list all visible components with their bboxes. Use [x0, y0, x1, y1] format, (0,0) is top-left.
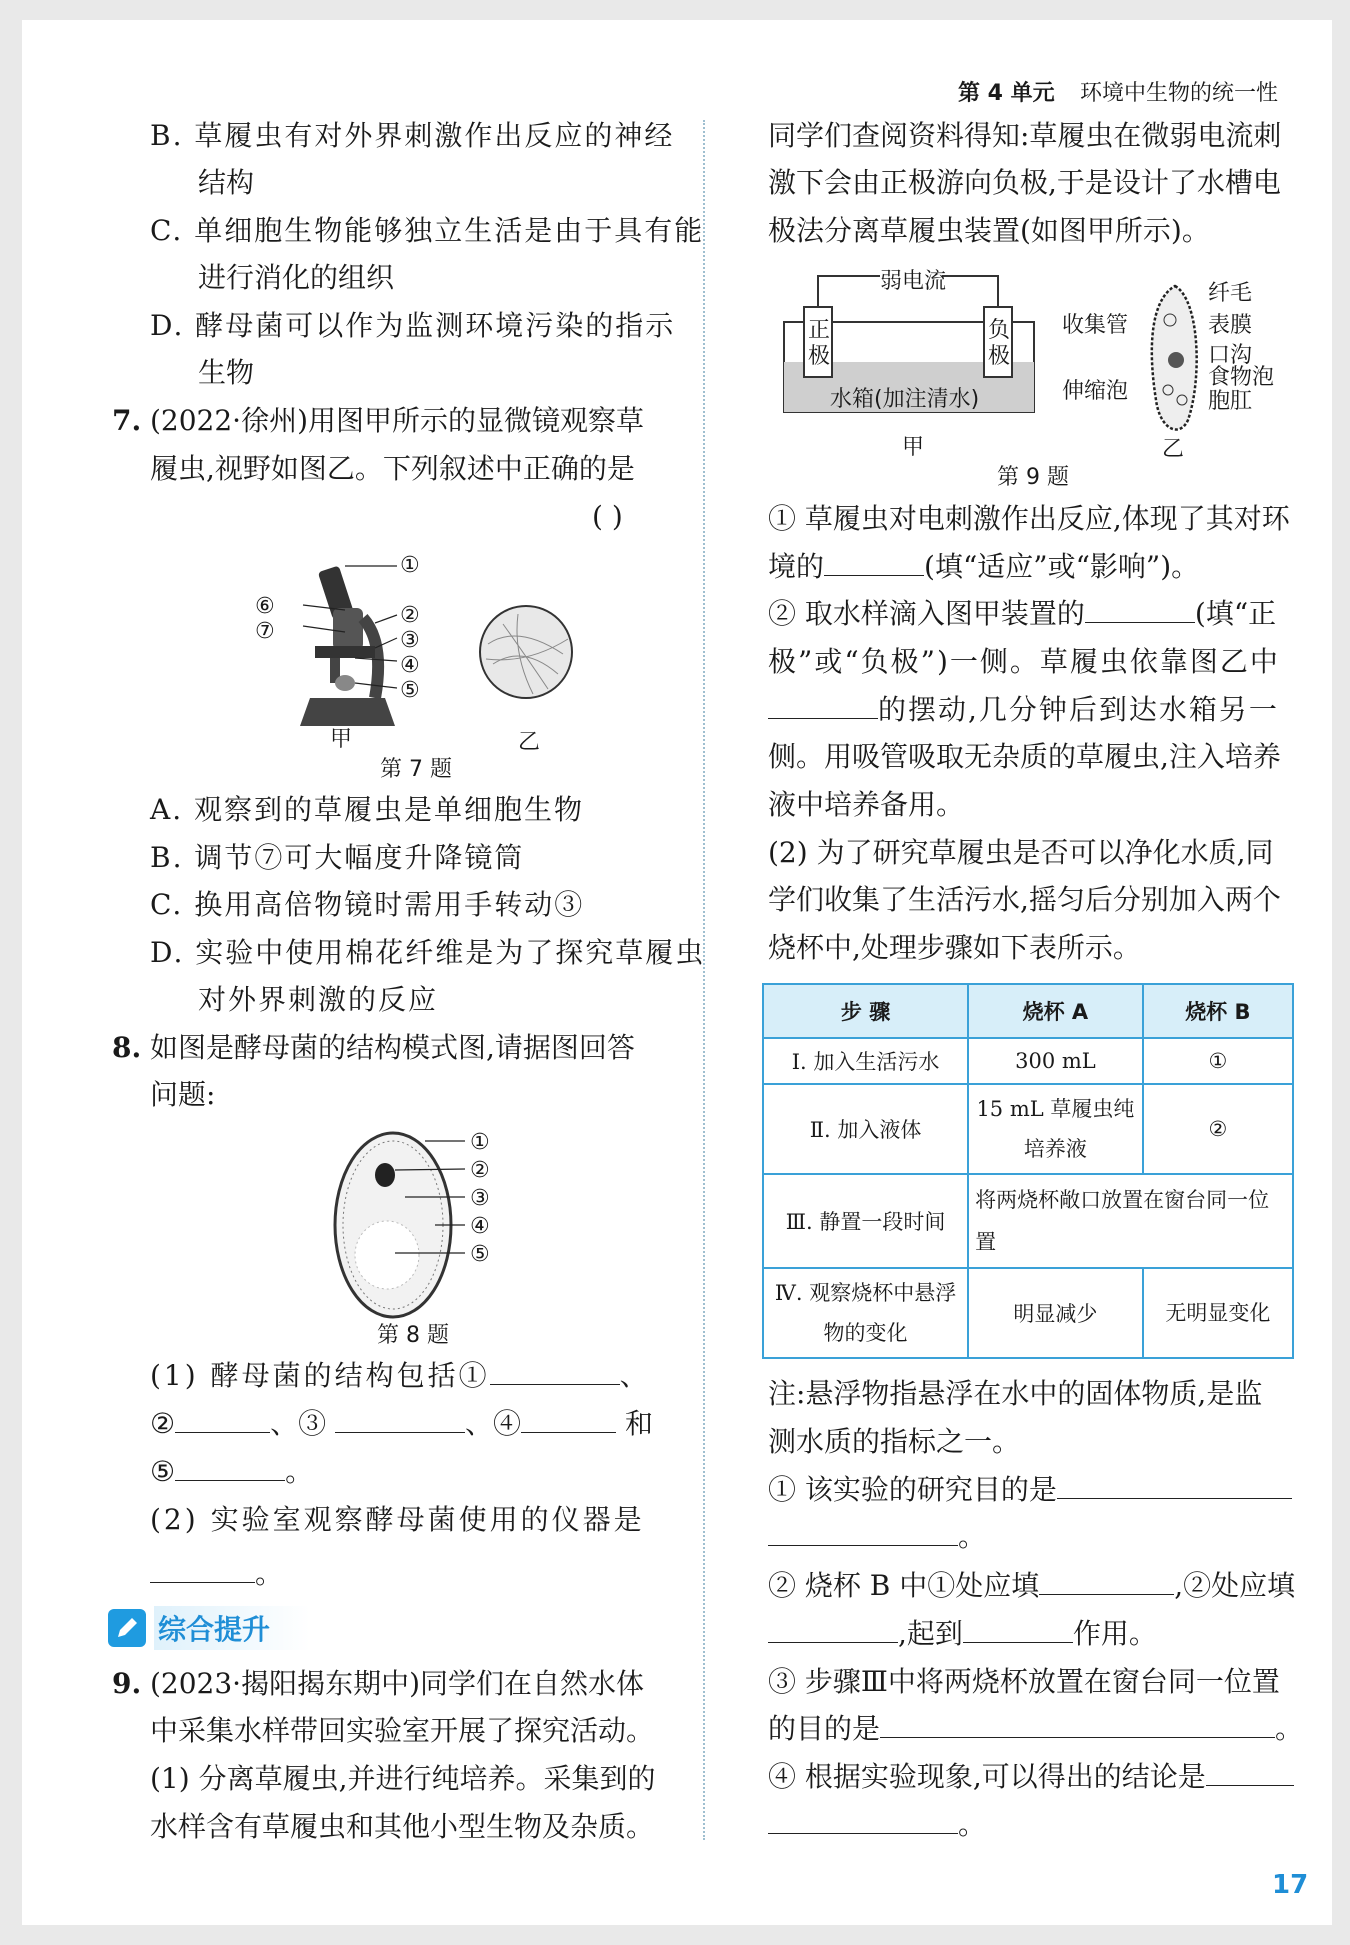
q9-a4-line1: [768, 1753, 1294, 1800]
text: (填“适应”或“影响”)。: [924, 550, 1200, 583]
text: ② 烧杯 B 中①处应填: [768, 1569, 1040, 1602]
table-cell: Ⅲ. 静置一段时间: [763, 1174, 968, 1268]
fig9-current: 弱电流: [880, 269, 947, 294]
q9-a4-line2: [768, 1801, 986, 1848]
microscope-view-figure: [478, 604, 574, 700]
q9-s2-line2: 极”或“负极”)一侧。草履虫依靠图乙中: [768, 645, 1280, 678]
q9-stem-1: (2023·揭阳揭东期中)同学们在自然水体: [150, 1667, 645, 1700]
q7-option-a: A. 观察到的草履虫是单细胞生物: [150, 793, 585, 826]
fig9-tank: 水箱(加注清水): [830, 387, 980, 412]
q9-s1-line2: [768, 543, 1199, 590]
q9-s1-line1: ① 草履虫对电刺激作出反应,体现了其对环: [768, 502, 1290, 535]
q9-a3-line1: ③ 步骤Ⅲ中将两烧杯放置在窗台同一位置: [768, 1665, 1280, 1698]
experiment-table: [762, 983, 1294, 1359]
text: 境的: [768, 550, 825, 583]
fig7-label-5: ⑤: [400, 678, 420, 703]
unit-label: 第 4 单元: [958, 81, 1055, 106]
period: 。: [255, 1557, 284, 1590]
fig7-caption: 第 7 题: [380, 757, 452, 782]
period: 。: [285, 1455, 314, 1488]
column-divider: [703, 120, 705, 1840]
page-number: 17: [1272, 1870, 1309, 1900]
q9-stem-4: 水样含有草履虫和其他小型生物及杂质。: [150, 1810, 655, 1843]
text: 的摆动,几分钟后到达水箱另一: [878, 693, 1279, 726]
table-cell: 将两烧杯敞口放置在窗台同一位置: [968, 1174, 1293, 1268]
q9-intro-2: 激下会由正极游向负极,于是设计了水槽电: [768, 166, 1281, 199]
and-text: 和: [624, 1407, 653, 1440]
fig9-collect: 收集管: [1062, 313, 1129, 338]
q7-stem-1: (2022·徐州)用图甲所示的显微镜观察草: [150, 404, 645, 437]
answer-blank[interactable]: [175, 1402, 270, 1433]
q6-option-d: D. 酵母菌可以作为监测环境污染的指示: [150, 309, 676, 342]
unit-title: 环境中生物的统一性: [1080, 81, 1279, 106]
q8-part1-line1: [150, 1352, 651, 1399]
q9-a1-line2: [768, 1513, 986, 1560]
table-cell: 明显减少: [968, 1268, 1143, 1358]
q9-a2-line2: [768, 1610, 1157, 1657]
fig8-label-4: ④: [470, 1214, 490, 1239]
note-line2: 测水质的指标之一。: [768, 1425, 1021, 1458]
q6-option-d-cont: 生物: [198, 356, 255, 389]
fig7-yi: 乙: [518, 730, 541, 755]
q9-a1-line1: [768, 1466, 1292, 1513]
q9-stem-2: 中采集水样带回实验室开展了探究活动。: [150, 1714, 655, 1747]
q6-option-b: B. 草履虫有对外界刺激作出反应的神经: [150, 119, 675, 152]
label-5: ⑤: [150, 1455, 176, 1488]
fig8-caption: 第 8 题: [377, 1323, 449, 1348]
answer-blank[interactable]: [768, 1515, 958, 1546]
q7-option-c: C. 换用高倍物镜时需用手转动③: [150, 888, 585, 921]
fig9-yi: 乙: [1162, 437, 1185, 462]
q7-option-d-cont: 对外界刺激的反应: [198, 983, 439, 1016]
text: 的目的是: [768, 1712, 881, 1745]
table-cell: 15 mL 草履虫纯培养液: [968, 1084, 1143, 1174]
period: 。: [958, 1520, 987, 1553]
section-heading: [108, 1604, 310, 1652]
fig9-negative: 负极: [988, 318, 1011, 369]
table-cell: Ⅱ. 加入液体: [763, 1084, 968, 1174]
answer-blank[interactable]: [824, 545, 924, 576]
text: ④ 根据实验现象,可以得出的结论是: [768, 1760, 1206, 1793]
q9-a2-line1: [768, 1562, 1295, 1609]
table-cell: Ⅳ. 观察烧杯中悬浮物的变化: [763, 1268, 968, 1358]
fig8-label-3: ③: [470, 1186, 490, 1211]
text: (填“正: [1194, 597, 1277, 630]
fig7-label-6: ⑥: [255, 594, 275, 619]
q7-answer-paren: ( ): [592, 500, 623, 533]
q8-part1-line3: [150, 1448, 313, 1495]
q7-stem-2: 履虫,视野如图乙。下列叙述中正确的是: [150, 452, 635, 485]
answer-blank[interactable]: [175, 1450, 285, 1481]
fig9-jia: 甲: [902, 435, 925, 460]
q6-option-b-cont: 结构: [198, 166, 255, 199]
q9-s2-line3: [768, 686, 1279, 733]
answer-blank[interactable]: [768, 1612, 898, 1643]
q8-part1-line2: [150, 1400, 653, 1447]
answer-blank[interactable]: [768, 688, 878, 719]
section-title-text: 综合提升: [154, 1606, 310, 1650]
q8-stem-1: 如图是酵母菌的结构模式图,请据图回答: [150, 1031, 635, 1064]
q9-intro-3: 极法分离草履虫装置(如图甲所示)。: [768, 214, 1210, 247]
q7-option-b: B. 调节⑦可大幅度升降镜筒: [150, 841, 525, 874]
q6-option-c-cont: 进行消化的组织: [198, 261, 395, 294]
fig9-label-membrane: 表膜: [1208, 313, 1253, 338]
q8-part2-answer: [150, 1550, 283, 1597]
q9-p2-line1: (2) 为了研究草履虫是否可以净化水质,同: [768, 836, 1274, 869]
table-cell: ②: [1143, 1084, 1293, 1174]
fig7-label-2: ②: [400, 603, 420, 628]
q7-option-d: D. 实验中使用棉花纤维是为了探究草履虫: [150, 936, 706, 969]
table-cell: Ⅰ. 加入生活污水: [763, 1038, 968, 1084]
paramecium-figure: [1140, 280, 1210, 440]
label-4: 、④: [465, 1407, 522, 1440]
q7-number: 7.: [112, 404, 142, 437]
table-header: 步 骤: [763, 984, 968, 1038]
fig9-label-vacuole: 食物泡: [1208, 365, 1275, 390]
fig9-shrink: 伸缩泡: [1062, 379, 1129, 404]
q9-stem-3: (1) 分离草履虫,并进行纯培养。采集到的: [150, 1762, 656, 1795]
q9-p2-line3: 烧杯中,处理步骤如下表所示。: [768, 931, 1141, 964]
text: ② 取水样滴入图甲装置的: [768, 597, 1085, 630]
table-cell: ①: [1143, 1038, 1293, 1084]
answer-blank[interactable]: [1039, 1564, 1174, 1595]
table-cell: 300 mL: [968, 1038, 1143, 1084]
fig7-label-4: ④: [400, 653, 420, 678]
answer-blank[interactable]: [768, 1803, 958, 1834]
text: 作用。: [1072, 1617, 1157, 1650]
q9-intro-1: 同学们查阅资料得知:草履虫在微弱电流刺: [768, 119, 1282, 152]
answer-blank[interactable]: [490, 1354, 620, 1385]
period: 。: [958, 1808, 987, 1841]
separator: 、: [619, 1359, 651, 1392]
fig9-positive: 正极: [808, 318, 831, 369]
fig9-label-cilia: 纤毛: [1208, 281, 1253, 306]
answer-blank[interactable]: [335, 1402, 465, 1433]
q9-s2-line1: [768, 590, 1276, 637]
q9-number: 9.: [112, 1667, 142, 1700]
text: ,②处应填: [1174, 1569, 1296, 1602]
table-cell: 无明显变化: [1143, 1268, 1293, 1358]
label-3: 、③: [270, 1407, 327, 1440]
fig9-caption: 第 9 题: [997, 465, 1069, 490]
q8-part1-prefix: (1) 酵母菌的结构包括①: [150, 1359, 490, 1392]
q9-a3-line2: [768, 1705, 1303, 1752]
answer-blank[interactable]: [521, 1402, 616, 1433]
q8-number: 8.: [112, 1031, 142, 1064]
note-line1: 注:悬浮物指悬浮在水中的固体物质,是监: [768, 1377, 1263, 1410]
answer-blank[interactable]: [880, 1707, 1275, 1738]
label-2: ②: [150, 1407, 176, 1440]
answer-blank[interactable]: [1206, 1755, 1294, 1786]
fig7-label-7: ⑦: [255, 619, 275, 644]
q9-s2-line5: 液中培养备用。: [768, 788, 965, 821]
period: 。: [1275, 1712, 1304, 1745]
q8-stem-2: 问题:: [150, 1078, 216, 1111]
fig8-label-2: ②: [470, 1158, 490, 1183]
table-header: 烧杯 B: [1143, 984, 1293, 1038]
pencil-icon: [108, 1609, 146, 1647]
fig7-label-1: ①: [400, 553, 420, 578]
table-header: 烧杯 A: [968, 984, 1143, 1038]
text: ① 该实验的研究目的是: [768, 1473, 1057, 1506]
q6-option-c: C. 单细胞生物能够独立生活是由于具有能: [150, 214, 705, 247]
answer-blank[interactable]: [963, 1612, 1073, 1643]
fig8-label-1: ①: [470, 1130, 490, 1155]
answer-blank[interactable]: [1057, 1468, 1292, 1499]
fig9-label-groove: 口沟: [1208, 343, 1253, 368]
text: ,起到: [898, 1617, 963, 1650]
answer-blank[interactable]: [150, 1552, 255, 1583]
fig7-jia: 甲: [330, 727, 353, 752]
q8-part2: (2) 实验室观察酵母菌使用的仪器是: [150, 1503, 645, 1536]
fig8-label-5: ⑤: [470, 1242, 490, 1267]
q9-s2-line4: 侧。用吸管吸取无杂质的草履虫,注入培养: [768, 740, 1281, 773]
fig9-label-anus: 胞肛: [1208, 389, 1253, 414]
fig7-label-3: ③: [400, 628, 420, 653]
q9-p2-line2: 学们收集了生活污水,摇匀后分别加入两个: [768, 883, 1281, 916]
answer-blank[interactable]: [1085, 592, 1195, 623]
